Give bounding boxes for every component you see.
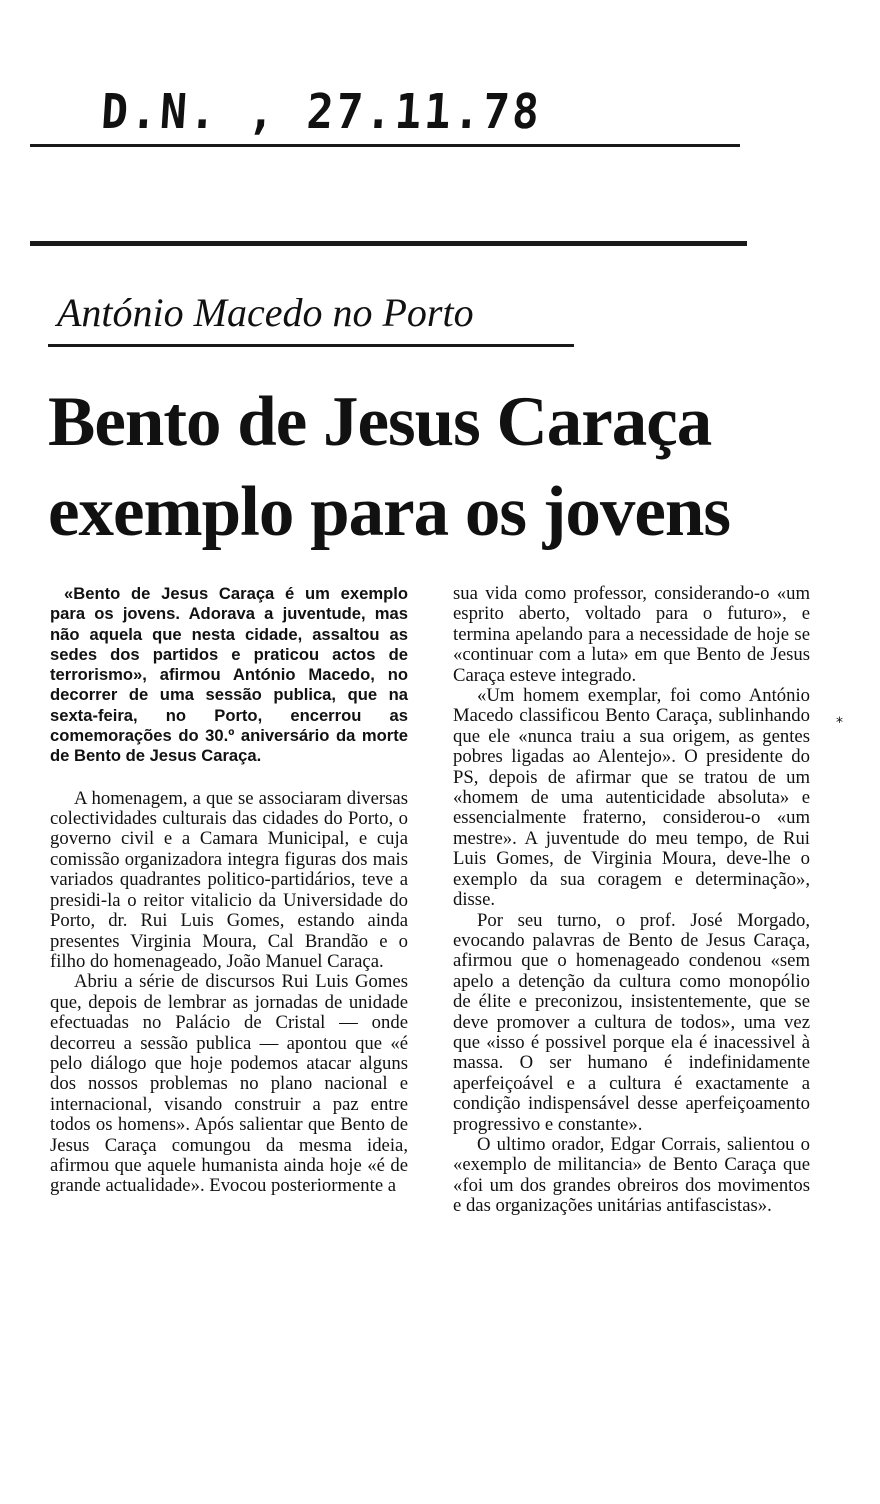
article-paragraph: Por seu turno, o prof. José Morgado, evocando palavras de Bento de Jesus Caraça, afirmou que o homenageado condenou «sem apelo a detenção da cultura como monopólio de élite e preconizou, insistentemente, que se deve promover a cultura de todos», uma vez que «isso é possivel porque ela é inacessivel à massa. O ser humano é indefinidamente aperfeiçoável e a cultura é exactamente a condição indispensável desse aperfeiçoamento progressivo e constante». <box>453 909 810 1135</box>
top-rule <box>30 144 740 147</box>
article-paragraph: «Um homem exemplar, foi como António Macedo classificou Bento Caraça, sublinhando que ele «nunca traiu a sua origem, as gentes pobres ligadas ao Alentejo». O presidente do PS, depois de afirmar que se tratou de um «homem de uma autenticidade absoluta» e essencialmente fraterno, considerou-o «um mestre». A juventude do meu tempo, de Rui Luis Gomes, de Virginia Moura, deve-lhe o exemplo da sua coragem e determinação», disse. <box>453 685 810 911</box>
article-paragraph: sua vida como professor, considerando-o «um esprito aberto, voltado para o futuro», e termina apelando para a necessidade de hoje se «continuar com a luta» em que Bento de Jesus Caraça esteve integrado. <box>453 583 810 686</box>
print-speck-mark: * <box>836 715 843 731</box>
article-paragraph: Abriu a série de discursos Rui Luis Gomes que, depois de lembrar as jornadas de unidade efectuadas no Palácio de Cristal — onde decorreu a sessão publica — apontou que «é pelo diálogo que hoje podemos atacar alguns dos nossos problemas no plano nacional e internacional, visando construir a paz entre todos os homens». Após salientar que Bento de Jesus Caraça comungou da mesma ideia, afirmou que aquele humanista ainda hoje «é de grande actualidade». Evocou posteriormente a <box>50 971 408 1197</box>
headline <box>48 377 848 557</box>
headline-line-2: exemplo para os jovens <box>48 473 731 551</box>
article-paragraph: O ultimo orador, Edgar Corrais, salientou o «exemplo de militancia» de Bento Caraça que «foi um dos grandes obreiros dos movimentos e das organizações unitárias antifascistas». <box>453 1133 810 1217</box>
kicker-title: António Macedo no Porto <box>57 290 474 335</box>
headline-line-1: Bento de Jesus Caraça <box>48 383 712 461</box>
article-paragraph: A homenagem, a que se associaram diversas colectividades culturais das cidades do Porto, o governo civil e a Camara Municipal, e cuja comissão organizadora integra figuras dos mais variados quadrantes politico-partidários, teve a presidi-la o reitor vitalicio da Universidade do Porto, dr. Rui Luis Gomes, estando ainda presentes Virginia Moura, Cal Brandão e o filho do homenageado, João Manuel Caraça. <box>50 787 408 972</box>
handwritten-source-note: D.N. , 27.11.78 <box>99 84 544 140</box>
article-lead: «Bento de Jesus Caraça é um exemplo para os jovens. Adorava a juventude, mas não aquela que nesta cidade, assaltou as sedes dos partidos e praticou actos de terrorismo», afirmou António Macedo, no decorrer de uma sessão publica, que na sexta-feira, no Porto, encerrou as comemorações do 30.º aniversário da morte de Bento de Jesus Caraça. <box>50 584 408 766</box>
article-column-right <box>453 584 810 1217</box>
kicker-underline <box>48 344 574 347</box>
article-column-left <box>50 584 408 1197</box>
separator-rule <box>30 241 747 246</box>
